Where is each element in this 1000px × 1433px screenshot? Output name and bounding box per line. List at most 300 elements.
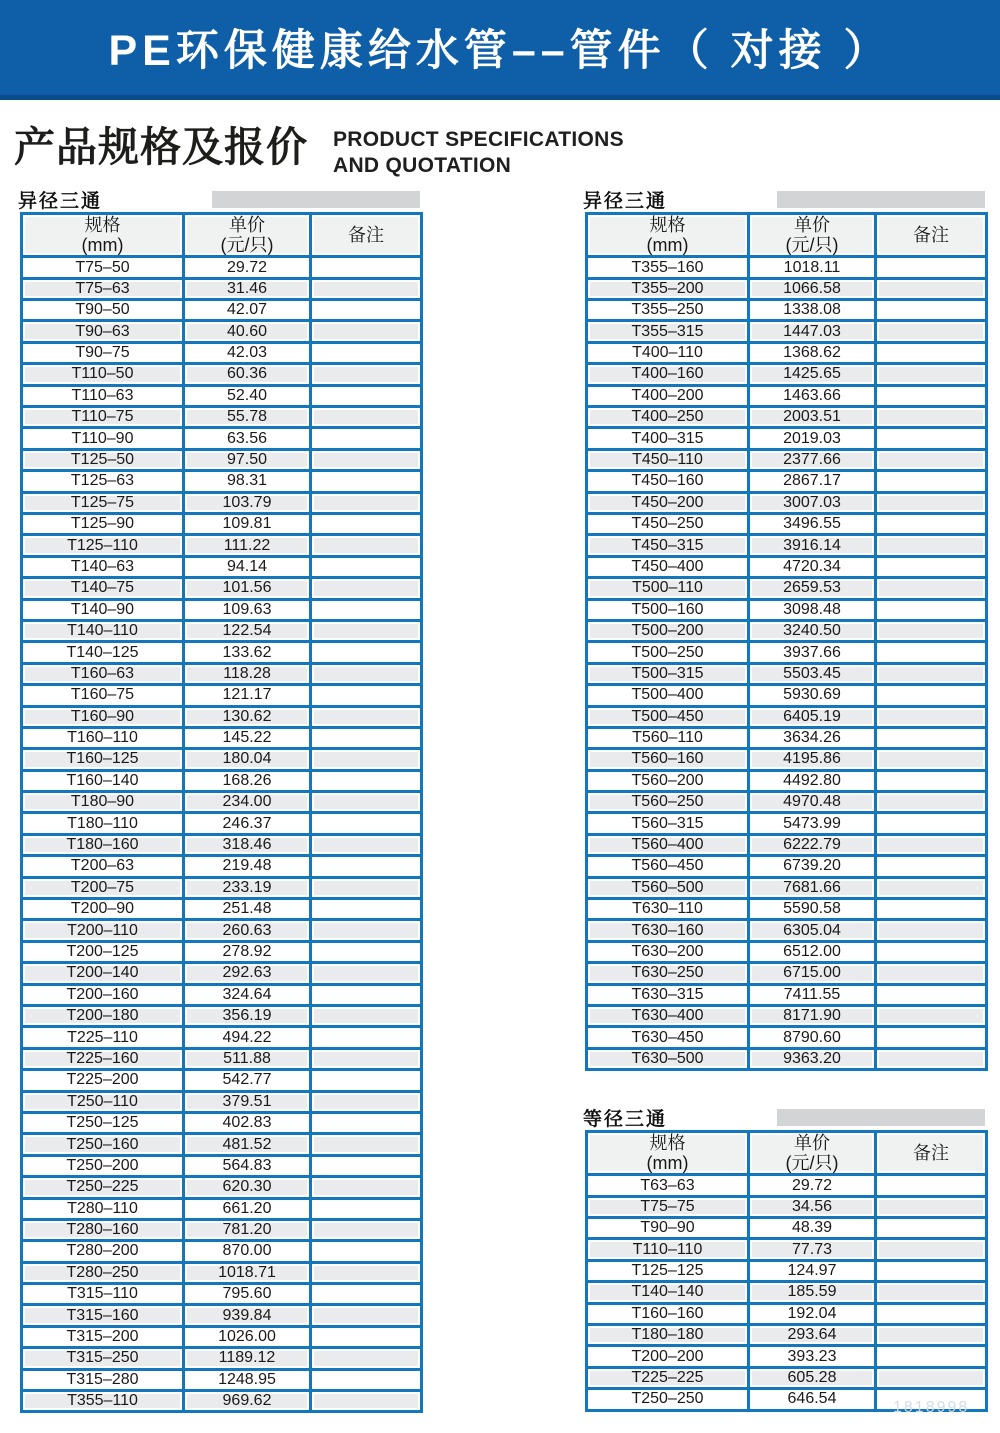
spec-cell: T280–200 bbox=[22, 1241, 184, 1262]
remark-cell bbox=[876, 321, 987, 342]
price-cell: 7681.66 bbox=[749, 877, 876, 898]
remark-cell bbox=[311, 1198, 422, 1219]
price-cell: 356.19 bbox=[184, 1005, 311, 1026]
remark-cell bbox=[311, 706, 422, 727]
remark-cell bbox=[876, 257, 987, 278]
spec-cell: T200–140 bbox=[22, 963, 184, 984]
remark-cell bbox=[876, 1218, 987, 1239]
spec-column-header: 规格 (mm) bbox=[22, 214, 184, 257]
remark-cell bbox=[876, 685, 987, 706]
remark-cell bbox=[311, 556, 422, 577]
remark-cell bbox=[876, 706, 987, 727]
price-cell: 7411.55 bbox=[749, 984, 876, 1005]
spec-cell: T560–110 bbox=[587, 727, 749, 748]
price-cell: 3007.03 bbox=[749, 492, 876, 513]
price-cell: 77.73 bbox=[749, 1239, 876, 1260]
table-row bbox=[22, 407, 422, 428]
remark-cell bbox=[311, 471, 422, 492]
table-row bbox=[587, 1218, 987, 1239]
remark-cell bbox=[311, 1134, 422, 1155]
spec-cell: T250–200 bbox=[22, 1155, 184, 1176]
spec-cell: T200–160 bbox=[22, 984, 184, 1005]
table-row bbox=[587, 321, 987, 342]
price-cell: 5473.99 bbox=[749, 813, 876, 834]
price-cell: 109.63 bbox=[184, 599, 311, 620]
remark-cell bbox=[876, 1282, 987, 1303]
spec-cell: T63–63 bbox=[587, 1175, 749, 1196]
spec-cell: T200–110 bbox=[22, 920, 184, 941]
price-cell: 2377.66 bbox=[749, 449, 876, 470]
price-cell: 1425.65 bbox=[749, 364, 876, 385]
table-row bbox=[22, 514, 422, 535]
remark-cell bbox=[311, 813, 422, 834]
table-row bbox=[22, 706, 422, 727]
spec-cell: T450–315 bbox=[587, 535, 749, 556]
price-cell: 185.59 bbox=[749, 1282, 876, 1303]
price-cell: 34.56 bbox=[749, 1196, 876, 1217]
table-row bbox=[587, 1239, 987, 1260]
table-row bbox=[22, 1027, 422, 1048]
remark-cell bbox=[876, 342, 987, 363]
spec-cell: T560–160 bbox=[587, 749, 749, 770]
remark-cell bbox=[876, 1260, 987, 1281]
spec-cell: T225–160 bbox=[22, 1048, 184, 1069]
section-label-reducing-tee-left: 异径三通 bbox=[18, 191, 103, 212]
remark-cell bbox=[311, 514, 422, 535]
remark-cell bbox=[311, 578, 422, 599]
table-row bbox=[22, 578, 422, 599]
table-row bbox=[587, 599, 987, 620]
table-row bbox=[22, 1177, 422, 1198]
spec-cell: T400–250 bbox=[587, 407, 749, 428]
remark-cell bbox=[876, 428, 987, 449]
price-cell: 324.64 bbox=[184, 984, 311, 1005]
remark-cell bbox=[311, 685, 422, 706]
remark-cell bbox=[876, 813, 987, 834]
spec-column-header: 规格 (mm) bbox=[587, 1132, 749, 1175]
remark-cell bbox=[876, 449, 987, 470]
remark-cell bbox=[311, 428, 422, 449]
spec-cell: T200–180 bbox=[22, 1005, 184, 1026]
remark-cell bbox=[876, 920, 987, 941]
price-cell: 402.83 bbox=[184, 1112, 311, 1133]
remark-cell bbox=[876, 278, 987, 299]
remark-cell bbox=[876, 492, 987, 513]
spec-cell: T160–110 bbox=[22, 727, 184, 748]
price-cell: 293.64 bbox=[749, 1325, 876, 1346]
table-row bbox=[587, 364, 987, 385]
table-row bbox=[587, 727, 987, 748]
price-cell: 393.23 bbox=[749, 1346, 876, 1367]
price-cell: 781.20 bbox=[184, 1219, 311, 1240]
remark-cell bbox=[876, 578, 987, 599]
remark-cell bbox=[876, 749, 987, 770]
table-row bbox=[587, 620, 987, 641]
spec-cell: T140–140 bbox=[587, 1282, 749, 1303]
spec-cell: T200–125 bbox=[22, 941, 184, 962]
price-cell: 124.97 bbox=[749, 1260, 876, 1281]
price-column-header: 单价 (元/只) bbox=[184, 214, 311, 257]
price-cell: 168.26 bbox=[184, 770, 311, 791]
table-row bbox=[587, 1196, 987, 1217]
remark-cell bbox=[311, 449, 422, 470]
remark-cell bbox=[876, 1005, 987, 1026]
remark-cell bbox=[311, 663, 422, 684]
remark-cell bbox=[876, 1239, 987, 1260]
table-row bbox=[22, 342, 422, 363]
price-cell: 5590.58 bbox=[749, 899, 876, 920]
price-cell: 234.00 bbox=[184, 792, 311, 813]
spec-cell: T400–110 bbox=[587, 342, 749, 363]
table-row bbox=[587, 1303, 987, 1324]
spec-cell: T315–250 bbox=[22, 1348, 184, 1369]
remark-cell bbox=[876, 642, 987, 663]
spec-cell: T315–200 bbox=[22, 1326, 184, 1347]
spec-cell: T560–200 bbox=[587, 770, 749, 791]
spec-cell: T125–50 bbox=[22, 449, 184, 470]
price-column-header: 单价 (元/只) bbox=[749, 214, 876, 257]
remark-cell bbox=[876, 1048, 987, 1069]
remark-cell bbox=[876, 792, 987, 813]
price-cell: 292.63 bbox=[184, 963, 311, 984]
price-cell: 1248.95 bbox=[184, 1369, 311, 1390]
spec-cell: T160–63 bbox=[22, 663, 184, 684]
table-row bbox=[22, 1369, 422, 1390]
spec-cell: T250–250 bbox=[587, 1389, 749, 1410]
price-cell: 111.22 bbox=[184, 535, 311, 556]
price-cell: 103.79 bbox=[184, 492, 311, 513]
price-cell: 2867.17 bbox=[749, 471, 876, 492]
remark-column-header: 备注 bbox=[311, 214, 422, 257]
remark-cell bbox=[311, 1219, 422, 1240]
table-row bbox=[22, 257, 422, 278]
spec-cell: T160–125 bbox=[22, 749, 184, 770]
spec-cell: T450–400 bbox=[587, 556, 749, 577]
spec-cell: T560–400 bbox=[587, 834, 749, 855]
spec-cell: T140–75 bbox=[22, 578, 184, 599]
spec-cell: T630–250 bbox=[587, 963, 749, 984]
price-cell: 1447.03 bbox=[749, 321, 876, 342]
spec-cell: T110–90 bbox=[22, 428, 184, 449]
remark-cell bbox=[311, 1048, 422, 1069]
remark-cell bbox=[311, 877, 422, 898]
remark-cell bbox=[876, 1196, 987, 1217]
remark-cell bbox=[876, 514, 987, 535]
remark-cell bbox=[876, 1325, 987, 1346]
remark-cell bbox=[876, 556, 987, 577]
spec-cell: T250–225 bbox=[22, 1177, 184, 1198]
spec-cell: T630–160 bbox=[587, 920, 749, 941]
spec-cell: T225–225 bbox=[587, 1367, 749, 1388]
spec-cell: T125–125 bbox=[587, 1260, 749, 1281]
spec-cell: T180–180 bbox=[587, 1325, 749, 1346]
remark-cell bbox=[311, 749, 422, 770]
price-cell: 60.36 bbox=[184, 364, 311, 385]
table-row bbox=[22, 963, 422, 984]
remark-cell bbox=[311, 1177, 422, 1198]
remark-cell bbox=[876, 834, 987, 855]
table-row bbox=[587, 749, 987, 770]
price-cell: 5930.69 bbox=[749, 685, 876, 706]
table-row bbox=[22, 428, 422, 449]
spec-cell: T200–63 bbox=[22, 856, 184, 877]
spec-cell: T180–90 bbox=[22, 792, 184, 813]
price-cell: 29.72 bbox=[184, 257, 311, 278]
spec-cell: T355–110 bbox=[22, 1391, 184, 1412]
remark-cell bbox=[311, 492, 422, 513]
price-cell: 4720.34 bbox=[749, 556, 876, 577]
spec-cell: T125–63 bbox=[22, 471, 184, 492]
spec-cell: T250–125 bbox=[22, 1112, 184, 1133]
price-cell: 42.03 bbox=[184, 342, 311, 363]
header-row bbox=[22, 214, 422, 257]
spec-cell: T400–315 bbox=[587, 428, 749, 449]
table-row bbox=[22, 492, 422, 513]
remark-cell bbox=[311, 385, 422, 406]
table-row bbox=[587, 535, 987, 556]
remark-cell bbox=[876, 535, 987, 556]
spec-column-header: 规格 (mm) bbox=[587, 214, 749, 257]
price-cell: 2659.53 bbox=[749, 578, 876, 599]
price-cell: 1018.11 bbox=[749, 257, 876, 278]
price-cell: 542.77 bbox=[184, 1070, 311, 1091]
price-cell: 233.19 bbox=[184, 877, 311, 898]
spec-cell: T75–50 bbox=[22, 257, 184, 278]
spec-cell: T125–75 bbox=[22, 492, 184, 513]
spec-cell: T90–50 bbox=[22, 300, 184, 321]
price-table-equal-tee bbox=[585, 1130, 988, 1412]
table-row bbox=[22, 1134, 422, 1155]
price-cell: 2003.51 bbox=[749, 407, 876, 428]
table-row bbox=[587, 514, 987, 535]
price-cell: 1026.00 bbox=[184, 1326, 311, 1347]
remark-column-header: 备注 bbox=[876, 214, 987, 257]
table-row bbox=[22, 1070, 422, 1091]
price-cell: 246.37 bbox=[184, 813, 311, 834]
table-row bbox=[587, 1175, 987, 1196]
table-row bbox=[587, 492, 987, 513]
remark-cell bbox=[311, 407, 422, 428]
remark-cell bbox=[311, 1112, 422, 1133]
remark-cell bbox=[311, 342, 422, 363]
section-label-equal-tee: 等径三通 bbox=[583, 1109, 668, 1130]
price-cell: 1066.58 bbox=[749, 278, 876, 299]
table-row bbox=[587, 1346, 987, 1367]
table-row bbox=[587, 663, 987, 684]
price-cell: 251.48 bbox=[184, 899, 311, 920]
spec-cell: T450–110 bbox=[587, 449, 749, 470]
remark-cell bbox=[311, 899, 422, 920]
table-row bbox=[22, 1262, 422, 1283]
spec-cell: T200–90 bbox=[22, 899, 184, 920]
table-row bbox=[587, 792, 987, 813]
price-cell: 3496.55 bbox=[749, 514, 876, 535]
table-row bbox=[587, 920, 987, 941]
banner-title: PE环保健康给水管––管件（ 对接 ） bbox=[108, 27, 892, 75]
table-row bbox=[22, 300, 422, 321]
price-cell: 3634.26 bbox=[749, 727, 876, 748]
spec-cell: T200–200 bbox=[587, 1346, 749, 1367]
table-row bbox=[587, 1260, 987, 1281]
price-table-reducing-tee-right bbox=[585, 212, 988, 1071]
table-row bbox=[587, 770, 987, 791]
spec-cell: T90–75 bbox=[22, 342, 184, 363]
spec-cell: T400–160 bbox=[587, 364, 749, 385]
table-row bbox=[587, 984, 987, 1005]
table-row bbox=[22, 792, 422, 813]
price-cell: 1338.08 bbox=[749, 300, 876, 321]
remark-cell bbox=[876, 1303, 987, 1324]
table-row bbox=[587, 471, 987, 492]
remark-cell bbox=[311, 727, 422, 748]
remark-cell bbox=[311, 364, 422, 385]
spec-cell: T450–160 bbox=[587, 471, 749, 492]
spec-cell: T630–400 bbox=[587, 1005, 749, 1026]
spec-cell: T500–250 bbox=[587, 642, 749, 663]
table-row bbox=[22, 1391, 422, 1412]
remark-cell bbox=[311, 1284, 422, 1305]
remark-cell bbox=[311, 599, 422, 620]
table-row bbox=[22, 1005, 422, 1026]
table-row bbox=[22, 899, 422, 920]
spec-cell: T225–200 bbox=[22, 1070, 184, 1091]
remark-cell bbox=[876, 727, 987, 748]
remark-cell bbox=[876, 471, 987, 492]
table-row bbox=[587, 834, 987, 855]
price-cell: 29.72 bbox=[749, 1175, 876, 1196]
remark-cell bbox=[311, 834, 422, 855]
spec-cell: T560–250 bbox=[587, 792, 749, 813]
price-cell: 494.22 bbox=[184, 1027, 311, 1048]
table-row bbox=[22, 1091, 422, 1112]
spec-cell: T160–90 bbox=[22, 706, 184, 727]
watermark: 1818998 bbox=[893, 1399, 970, 1416]
spec-cell: T180–160 bbox=[22, 834, 184, 855]
table-row bbox=[587, 556, 987, 577]
table-row bbox=[22, 385, 422, 406]
section-divider-bar bbox=[777, 191, 985, 208]
price-cell: 8790.60 bbox=[749, 1027, 876, 1048]
remark-cell bbox=[876, 620, 987, 641]
table-row bbox=[587, 300, 987, 321]
remark-cell bbox=[311, 1348, 422, 1369]
spec-cell: T630–110 bbox=[587, 899, 749, 920]
section-label-reducing-tee-right: 异径三通 bbox=[583, 191, 668, 212]
price-cell: 9363.20 bbox=[749, 1048, 876, 1069]
price-cell: 122.54 bbox=[184, 620, 311, 641]
price-cell: 63.56 bbox=[184, 428, 311, 449]
remark-cell bbox=[311, 300, 422, 321]
spec-cell: T280–250 bbox=[22, 1262, 184, 1283]
remark-cell bbox=[876, 963, 987, 984]
spec-cell: T110–63 bbox=[22, 385, 184, 406]
remark-cell bbox=[311, 642, 422, 663]
price-cell: 40.60 bbox=[184, 321, 311, 342]
table-row bbox=[22, 556, 422, 577]
spec-cell: T160–75 bbox=[22, 685, 184, 706]
price-cell: 118.28 bbox=[184, 663, 311, 684]
spec-cell: T315–110 bbox=[22, 1284, 184, 1305]
price-cell: 94.14 bbox=[184, 556, 311, 577]
table-row bbox=[22, 1219, 422, 1240]
price-column-header: 单价 (元/只) bbox=[749, 1132, 876, 1175]
remark-cell bbox=[311, 1262, 422, 1283]
table-row bbox=[587, 385, 987, 406]
spec-cell: T500–160 bbox=[587, 599, 749, 620]
spec-cell: T500–450 bbox=[587, 706, 749, 727]
table-row bbox=[22, 1198, 422, 1219]
spec-cell: T280–160 bbox=[22, 1219, 184, 1240]
table-row bbox=[587, 428, 987, 449]
spec-cell: T250–160 bbox=[22, 1134, 184, 1155]
table-row bbox=[22, 1326, 422, 1347]
spec-cell: T250–110 bbox=[22, 1091, 184, 1112]
page-title: 产品规格及报价 bbox=[14, 124, 308, 170]
table-row bbox=[22, 663, 422, 684]
price-cell: 278.92 bbox=[184, 941, 311, 962]
price-cell: 6739.20 bbox=[749, 856, 876, 877]
spec-cell: T125–110 bbox=[22, 535, 184, 556]
table-row bbox=[22, 642, 422, 663]
price-cell: 1018.71 bbox=[184, 1262, 311, 1283]
price-cell: 3240.50 bbox=[749, 620, 876, 641]
table-row bbox=[587, 685, 987, 706]
spec-cell: T180–110 bbox=[22, 813, 184, 834]
spec-cell: T280–110 bbox=[22, 1198, 184, 1219]
spec-cell: T630–500 bbox=[587, 1048, 749, 1069]
price-cell: 3098.48 bbox=[749, 599, 876, 620]
price-cell: 133.62 bbox=[184, 642, 311, 663]
price-cell: 101.56 bbox=[184, 578, 311, 599]
price-table-reducing-tee-left bbox=[20, 212, 423, 1413]
spec-cell: T355–250 bbox=[587, 300, 749, 321]
remark-cell bbox=[876, 385, 987, 406]
table-row bbox=[22, 749, 422, 770]
table-row bbox=[587, 963, 987, 984]
page-title-english-line2: AND QUOTATION bbox=[333, 153, 512, 177]
remark-cell bbox=[311, 963, 422, 984]
remark-cell bbox=[876, 364, 987, 385]
price-cell: 481.52 bbox=[184, 1134, 311, 1155]
table-row bbox=[22, 770, 422, 791]
table-row bbox=[587, 1005, 987, 1026]
table-row bbox=[22, 727, 422, 748]
remark-cell bbox=[311, 278, 422, 299]
table-row bbox=[22, 1284, 422, 1305]
remark-cell bbox=[311, 321, 422, 342]
table-row bbox=[22, 1112, 422, 1133]
remark-cell bbox=[311, 1155, 422, 1176]
spec-cell: T500–315 bbox=[587, 663, 749, 684]
spec-cell: T630–315 bbox=[587, 984, 749, 1005]
spec-cell: T355–315 bbox=[587, 321, 749, 342]
table-row bbox=[22, 471, 422, 492]
table-row bbox=[22, 856, 422, 877]
spec-cell: T160–140 bbox=[22, 770, 184, 791]
price-cell: 42.07 bbox=[184, 300, 311, 321]
spec-cell: T75–63 bbox=[22, 278, 184, 299]
table-row bbox=[587, 449, 987, 470]
spec-cell: T110–50 bbox=[22, 364, 184, 385]
price-cell: 6405.19 bbox=[749, 706, 876, 727]
table-row bbox=[22, 685, 422, 706]
remark-cell bbox=[876, 770, 987, 791]
spec-cell: T500–200 bbox=[587, 620, 749, 641]
price-cell: 180.04 bbox=[184, 749, 311, 770]
table-row bbox=[22, 813, 422, 834]
table-row bbox=[587, 1027, 987, 1048]
price-cell: 6222.79 bbox=[749, 834, 876, 855]
